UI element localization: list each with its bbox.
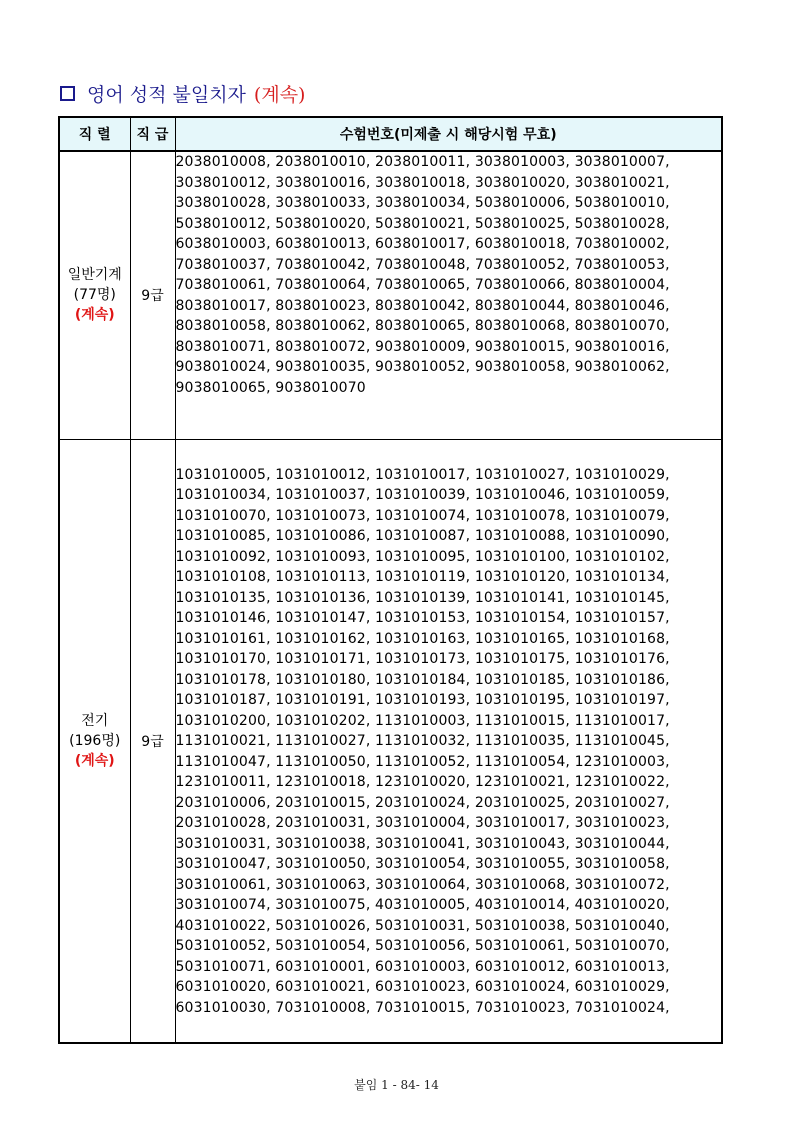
number-line: 6031010030, 7031010008, 7031010015, 7031010023, 7031010024, bbox=[175, 999, 670, 1016]
grade-cell: 9급 bbox=[130, 151, 175, 439]
grade-cell: 9급 bbox=[130, 439, 175, 1043]
series-cell bbox=[59, 439, 130, 1043]
number-line: 7038010037, 7038010042, 7038010048, 7038010052, 7038010053, bbox=[175, 256, 670, 273]
number-line: 8038010071, 8038010072, 9038010009, 9038010015, 9038010016, bbox=[175, 338, 670, 355]
series-count: (196명) bbox=[69, 732, 121, 749]
checkbox-square-icon bbox=[60, 86, 75, 101]
number-line: 8038010017, 8038010023, 8038010042, 8038010044, 8038010046, bbox=[175, 297, 670, 314]
number-line: 3031010074, 3031010075, 4031010005, 4031010014, 4031010020, bbox=[175, 897, 670, 913]
number-line: 2038010008, 2038010010, 2038010011, 3038010003, 3038010007, bbox=[175, 154, 670, 170]
number-line: 8038010058, 8038010062, 8038010065, 8038010068, 8038010070, bbox=[175, 318, 670, 334]
number-line: 1031010108, 1031010113, 1031010119, 1031010120, 1031010134, bbox=[175, 569, 670, 585]
number-line: 6031010020, 6031010021, 6031010023, 6031010024, 6031010029, bbox=[175, 979, 670, 995]
number-line: 2031010028, 2031010031, 3031010004, 3031010017, 3031010023, bbox=[175, 815, 670, 831]
number-line: 1031010187, 1031010191, 1031010193, 1031010195, 1031010197, bbox=[175, 692, 670, 708]
number-line: 1031010146, 1031010147, 1031010153, 1031010154, 1031010157, bbox=[175, 610, 670, 626]
number-line: 1031010005, 1031010012, 1031010017, 1031010027, 1031010029, bbox=[175, 466, 670, 483]
series-cell bbox=[59, 151, 130, 439]
number-line: 1031010034, 1031010037, 1031010039, 1031010046, 1031010059, bbox=[175, 487, 670, 503]
number-line: 9038010024, 9038010035, 9038010052, 9038010058, 9038010062, bbox=[175, 359, 670, 375]
number-line: 1031010092, 1031010093, 1031010095, 1031010100, 1031010102, bbox=[175, 548, 670, 565]
heading-continued: (계속) bbox=[253, 83, 306, 106]
table-header-row bbox=[59, 117, 722, 151]
header-numbers: 수험번호(미제출 시 해당시험 무효) bbox=[175, 117, 722, 151]
number-line: 9038010065, 9038010070 bbox=[175, 379, 366, 396]
number-line: 1031010170, 1031010171, 1031010173, 1031010175, 1031010176, bbox=[175, 651, 670, 667]
number-line: 1031010161, 1031010162, 1031010163, 1031010165, 1031010168, bbox=[175, 630, 670, 647]
numbers-cell bbox=[175, 151, 722, 439]
heading-title: 영어 성적 불일치자 bbox=[87, 83, 246, 106]
number-line: 4031010022, 5031010026, 5031010031, 5031010038, 5031010040, bbox=[175, 917, 670, 934]
number-line: 1031010178, 1031010180, 1031010184, 1031010185, 1031010186, bbox=[175, 671, 670, 688]
section-heading bbox=[60, 80, 305, 106]
header-series: 직 렬 bbox=[59, 117, 130, 151]
series-count: (77명) bbox=[73, 287, 116, 304]
number-line: 1031010200, 1031010202, 1131010003, 1131010015, 1131010017, bbox=[175, 712, 670, 729]
number-line: 5038010012, 5038010020, 5038010021, 5038010025, 5038010028, bbox=[175, 215, 670, 232]
series-note: (계속) bbox=[74, 752, 115, 769]
number-line: 6038010003, 6038010013, 6038010017, 6038010018, 7038010002, bbox=[175, 236, 670, 252]
header-grade: 직 급 bbox=[130, 117, 175, 151]
number-line: 1131010047, 1131010050, 1131010052, 1131010054, 1231010003, bbox=[175, 753, 670, 770]
table-row bbox=[59, 439, 722, 1043]
number-line: 1031010085, 1031010086, 1031010087, 1031010088, 1031010090, bbox=[175, 528, 670, 544]
number-line: 5031010052, 5031010054, 5031010056, 5031010061, 5031010070, bbox=[175, 938, 670, 954]
number-line: 1031010135, 1031010136, 1031010139, 1031010141, 1031010145, bbox=[175, 589, 670, 606]
number-line: 3031010031, 3031010038, 3031010041, 3031010043, 3031010044, bbox=[175, 835, 670, 852]
number-line: 1131010021, 1131010027, 1131010032, 1131010035, 1131010045, bbox=[175, 733, 670, 749]
table-row bbox=[59, 151, 722, 439]
number-line: 2031010006, 2031010015, 2031010024, 2031010025, 2031010027, bbox=[175, 794, 670, 811]
series-name: 전기 bbox=[81, 712, 109, 729]
number-line: 3031010061, 3031010063, 3031010064, 3031010068, 3031010072, bbox=[175, 876, 670, 893]
page-footer: 붙임 1 - 84- 14 bbox=[354, 1078, 439, 1092]
series-note: (계속) bbox=[74, 307, 115, 324]
numbers-cell bbox=[175, 439, 722, 1043]
number-line: 1031010070, 1031010073, 1031010074, 1031010078, 1031010079, bbox=[175, 507, 670, 524]
number-line: 7038010061, 7038010064, 7038010065, 7038010066, 8038010004, bbox=[175, 277, 670, 293]
number-line: 5031010071, 6031010001, 6031010003, 6031010012, 6031010013, bbox=[175, 958, 670, 975]
number-line: 3038010028, 3038010033, 3038010034, 5038010006, 5038010010, bbox=[175, 195, 670, 211]
number-line: 3038010012, 3038010016, 3038010018, 3038010020, 3038010021, bbox=[175, 174, 670, 191]
series-name: 일반기계 bbox=[67, 267, 122, 284]
number-line: 3031010047, 3031010050, 3031010054, 3031010055, 3031010058, bbox=[175, 856, 670, 872]
number-line: 1231010011, 1231010018, 1231010020, 1231010021, 1231010022, bbox=[175, 774, 670, 790]
applicant-table bbox=[58, 116, 723, 1044]
